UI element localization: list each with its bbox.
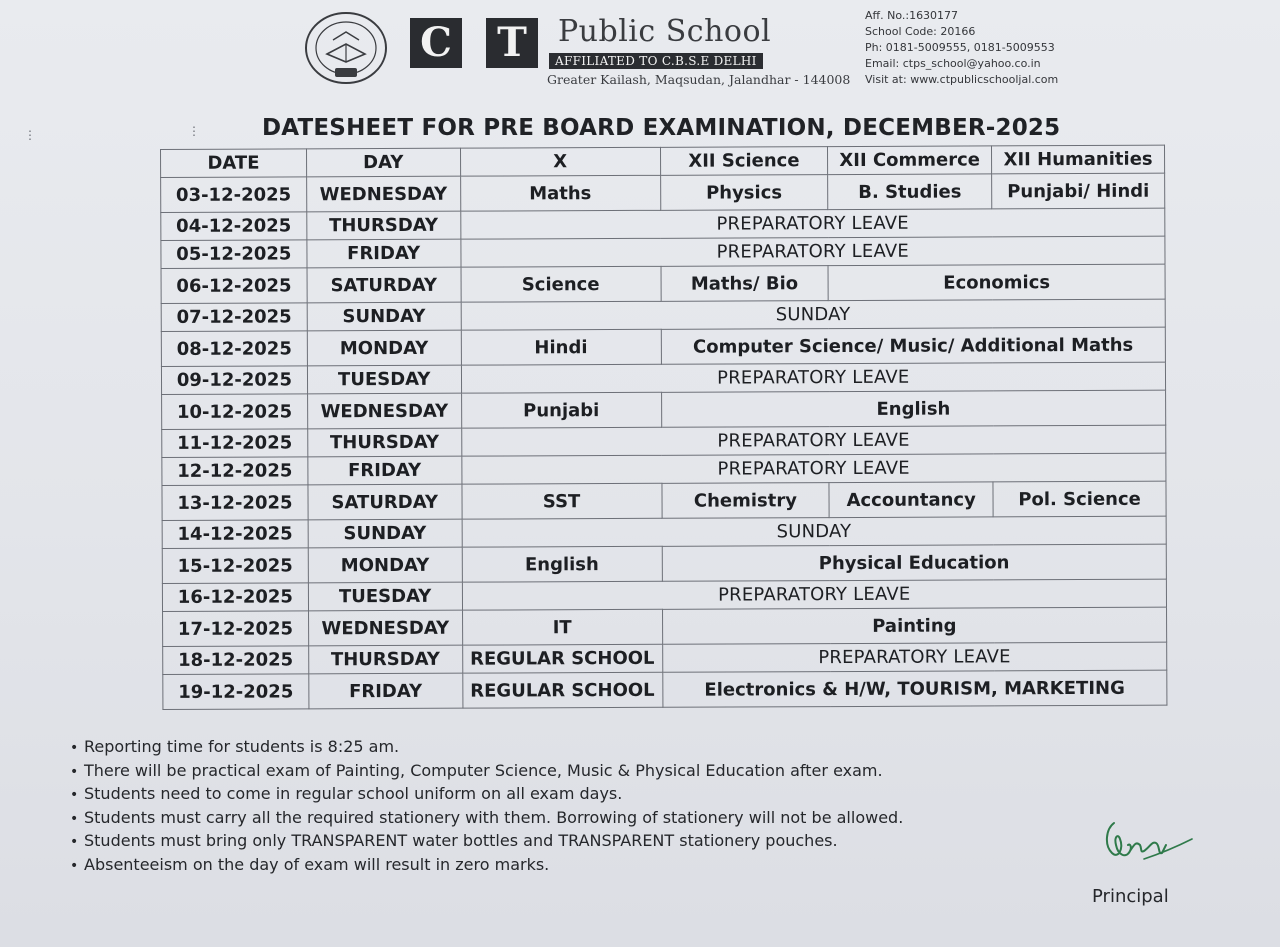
date-cell: 04-12-2025 [161, 212, 307, 241]
day-cell: TUESDAY [308, 582, 462, 611]
header-day: DAY [306, 148, 460, 177]
datesheet-table [160, 145, 1167, 710]
class-x-subject: IT [462, 609, 662, 645]
date-cell: 13-12-2025 [162, 485, 308, 521]
date-cell: 05-12-2025 [161, 240, 307, 269]
table-row [161, 236, 1165, 268]
xii-all-streams-subject: Physical Education [662, 544, 1167, 581]
ct-logo-c: C [410, 18, 462, 68]
class-x-subject: Science [461, 266, 661, 302]
day-cell: THURSDAY [308, 645, 462, 674]
instructions-list [70, 736, 903, 877]
xii-science-subject: Chemistry [661, 483, 829, 519]
table-header-row [161, 145, 1165, 177]
xii-all-streams-subject: English [661, 390, 1166, 427]
table-row [162, 544, 1166, 583]
header-date: DATE [161, 149, 307, 178]
table-row [162, 425, 1166, 457]
table-row [161, 327, 1165, 366]
phone-numbers: Ph: 0181-5009555, 0181-5009553 [865, 41, 1055, 54]
page-title: DATESHEET FOR PRE BOARD EXAMINATION, DECEMBER-2025 [262, 115, 1061, 141]
aff-number: Aff. No.:1630177 [865, 9, 959, 22]
contact-block [865, 8, 1058, 88]
merged-leave-cell: PREPARATORY LEAVE [461, 362, 1166, 393]
list-item: • Students need to come in regular school uniform on all exam days. [70, 783, 903, 807]
day-cell: FRIDAY [309, 673, 463, 709]
merged-leave-cell: PREPARATORY LEAVE [462, 579, 1167, 610]
class-x-subject: REGULAR SCHOOL [462, 644, 662, 673]
website-address: Visit at: www.ctpublicschooljal.com [865, 73, 1059, 86]
class-x-subject: Maths [460, 175, 660, 211]
header-class-x: X [460, 147, 660, 176]
day-cell: WEDNESDAY [308, 610, 462, 646]
date-cell: 14-12-2025 [162, 520, 308, 549]
date-cell: 03-12-2025 [161, 177, 307, 213]
principal-label: Principal [1092, 886, 1169, 907]
xii-commerce-subject: B. Studies [828, 174, 992, 210]
list-item: • Students must bring only TRANSPARENT water bottles and TRANSPARENT stationery pouches. [70, 830, 903, 854]
class-x-subject: SST [462, 483, 662, 519]
day-cell: SUNDAY [307, 302, 461, 331]
day-cell: MONDAY [307, 330, 461, 366]
day-cell: TUESDAY [307, 365, 461, 394]
merged-leave-cell: PREPARATORY LEAVE [461, 425, 1166, 456]
date-cell: 07-12-2025 [161, 303, 307, 332]
table-row [162, 579, 1166, 611]
date-cell: 06-12-2025 [161, 268, 307, 304]
list-item: • There will be practical exam of Painting, Computer Science, Music & Physical Education after exam. [70, 760, 903, 784]
table-row [163, 642, 1167, 674]
class-x-subject: REGULAR SCHOOL [462, 672, 662, 708]
day-cell: MONDAY [308, 547, 462, 583]
header-xii-commerce: XII Commerce [828, 146, 992, 175]
merged-sunday-cell: SUNDAY [462, 516, 1167, 547]
class-x-subject: Punjabi [461, 392, 661, 428]
date-cell: 16-12-2025 [162, 583, 308, 612]
day-cell: SATURDAY [307, 267, 461, 303]
date-cell: 18-12-2025 [163, 646, 309, 675]
merged-sunday-cell: SUNDAY [461, 299, 1166, 330]
xii-humanities-subject: Pol. Science [993, 481, 1166, 517]
school-logo-emblem-icon [303, 10, 389, 86]
letterhead [0, 0, 1280, 110]
table-row [162, 516, 1166, 548]
header-xii-science: XII Science [660, 147, 828, 176]
table-row [161, 299, 1165, 331]
xii-all-streams-subject: Painting [662, 607, 1167, 644]
day-cell: WEDNESDAY [306, 176, 460, 212]
principal-signature-icon [1100, 815, 1210, 875]
day-cell: SUNDAY [308, 519, 462, 548]
table-row [161, 208, 1165, 240]
day-cell: WEDNESDAY [307, 393, 461, 429]
header-xii-humanities: XII Humanities [992, 145, 1165, 174]
list-item: • Students must carry all the required stationery with them. Borrowing of stationery will not be allowed. [70, 807, 903, 831]
day-cell: THURSDAY [307, 211, 461, 240]
xii-commerce-subject: Accountancy [829, 482, 993, 518]
school-address: Greater Kailash, Maqsudan, Jalandhar - 144008 [547, 72, 851, 87]
date-cell: 11-12-2025 [162, 429, 308, 458]
ct-logo-t: T [486, 18, 538, 68]
paper-speck: ⋮ [188, 124, 200, 138]
table-row [162, 481, 1166, 520]
date-cell: 08-12-2025 [161, 331, 307, 367]
day-cell: FRIDAY [307, 239, 461, 268]
table-row [163, 670, 1167, 709]
merged-leave-cell: PREPARATORY LEAVE [461, 236, 1166, 267]
day-cell: SATURDAY [308, 484, 462, 520]
date-cell: 12-12-2025 [162, 457, 308, 486]
merged-leave-cell: PREPARATORY LEAVE [461, 453, 1166, 484]
table-row [161, 362, 1165, 394]
table-row [162, 453, 1166, 485]
day-cell: THURSDAY [308, 428, 462, 457]
xii-science-subject: Maths/ Bio [661, 266, 829, 302]
merged-leave-cell: PREPARATORY LEAVE [460, 208, 1165, 239]
date-cell: 17-12-2025 [163, 611, 309, 647]
date-cell: 19-12-2025 [163, 674, 309, 710]
school-name: Public School [558, 14, 772, 49]
list-item: • Reporting time for students is 8:25 am. [70, 736, 903, 760]
xii-all-streams-subject: Computer Science/ Music/ Additional Maths [661, 327, 1166, 364]
class-x-subject: English [462, 546, 662, 582]
date-cell: 09-12-2025 [161, 366, 307, 395]
xii-leave-cell: PREPARATORY LEAVE [662, 642, 1167, 672]
school-code: School Code: 20166 [865, 25, 976, 38]
email-address: Email: ctps_school@yahoo.co.in [865, 57, 1041, 70]
xii-commerce-humanities-subject: Economics [828, 264, 1165, 300]
class-x-subject: Hindi [461, 329, 661, 365]
date-cell: 15-12-2025 [162, 548, 308, 584]
table-row [161, 264, 1165, 303]
list-item: • Absenteeism on the day of exam will result in zero marks. [70, 854, 903, 878]
affiliation-banner: AFFILIATED TO C.B.S.E DELHI [549, 53, 763, 69]
table-row [161, 173, 1165, 212]
xii-humanities-subject: Punjabi/ Hindi [992, 173, 1165, 209]
xii-all-streams-subject: Electronics & H/W, TOURISM, MARKETING [662, 670, 1167, 707]
paper-speck: ⋮ [24, 128, 36, 142]
table-row [162, 390, 1166, 429]
table-row [163, 607, 1167, 646]
day-cell: FRIDAY [308, 456, 462, 485]
xii-science-subject: Physics [660, 175, 828, 211]
date-cell: 10-12-2025 [162, 394, 308, 430]
